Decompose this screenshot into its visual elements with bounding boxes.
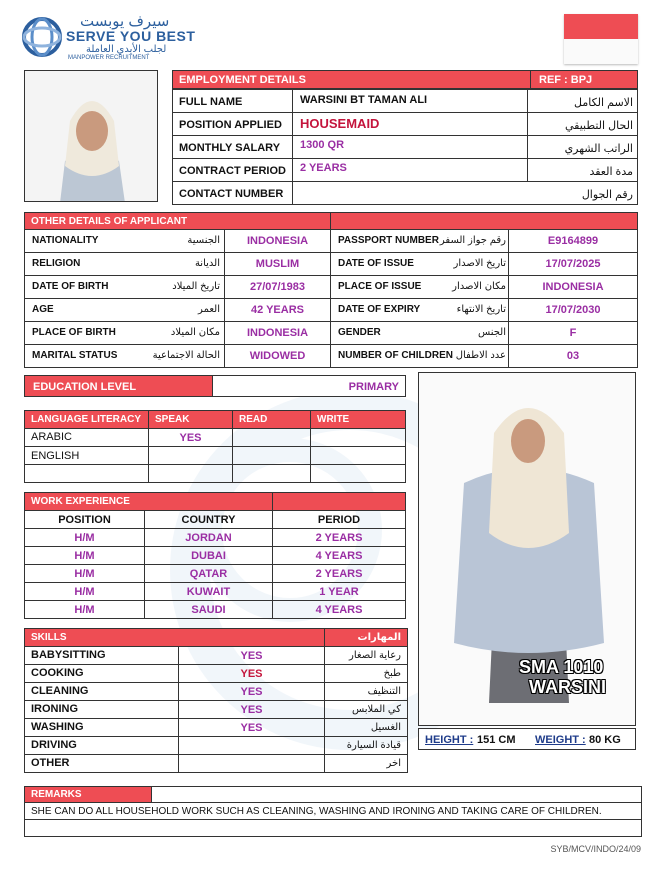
language-speak: [149, 465, 233, 483]
skill-value: YES: [179, 647, 325, 665]
person-portrait-icon: [25, 71, 158, 202]
position-applied-label: POSITION APPLIED: [179, 119, 282, 131]
other-left-label: NATIONALITY: [32, 235, 99, 246]
skill-row: [25, 755, 408, 773]
language-read: [233, 447, 311, 465]
work-position: H/M: [25, 601, 145, 619]
language-header-literacy: LANGUAGE LITERACY: [25, 411, 149, 429]
education-value-cell: [212, 375, 406, 397]
remarks-body: [24, 802, 642, 820]
work-row: [25, 565, 406, 583]
photo-caption-line2: WARSINI: [529, 677, 607, 697]
monthly-salary-label: MONTHLY SALARY: [179, 142, 281, 154]
language-row: [25, 465, 406, 483]
other-left-value: 42 YEARS: [251, 304, 304, 316]
work-header-country: COUNTRY: [145, 511, 273, 529]
education-label: EDUCATION LEVEL: [33, 381, 137, 393]
applicant-photo-full: [418, 372, 636, 726]
skill-row: [25, 719, 408, 737]
skill-value: YES: [179, 719, 325, 737]
remarks-header-right: [151, 786, 642, 803]
height-value: 151 CM: [477, 734, 516, 746]
full-name-label: FULL NAME: [179, 96, 243, 108]
height-weight-box: [418, 728, 636, 750]
logo-sub-english: MANPOWER RECRUITMENT: [68, 55, 150, 61]
other-left-value: WIDOWED: [249, 350, 306, 362]
skills-table: [24, 628, 408, 773]
logo-knot-icon: [20, 14, 64, 60]
language-table: [24, 410, 406, 483]
skill-name: COOKING: [25, 665, 179, 683]
work-period: 2 YEARS: [273, 529, 406, 547]
employment-details-title: EMPLOYMENT DETAILS: [179, 74, 306, 86]
skill-arabic: كي الملابس: [325, 701, 408, 719]
work-row: [25, 583, 406, 601]
full-name-value: WARSINI BT TAMAN ALI: [300, 94, 428, 106]
other-details-header-right: [330, 212, 638, 230]
logo-sub-arabic: لجلب الأيدي العاملة: [86, 44, 167, 55]
skill-value: [179, 755, 325, 773]
other-left-value: 27/07/1983: [249, 281, 306, 293]
skill-value: [179, 737, 325, 755]
other-right-value: E9164899: [547, 235, 599, 247]
other-left-value: INDONESIA: [246, 327, 309, 339]
monthly-salary-arabic: الراتب الشهري: [564, 143, 633, 155]
other-left-label: AGE: [32, 304, 54, 315]
skill-name: WASHING: [25, 719, 179, 737]
other-right-value: 17/07/2025: [545, 258, 601, 270]
skill-arabic: طبخ: [325, 665, 408, 683]
skill-row: [25, 737, 408, 755]
work-period: 4 YEARS: [273, 601, 406, 619]
other-left-arabic: الجنسية: [187, 235, 220, 246]
other-right-label: PLACE OF ISSUE: [338, 281, 422, 292]
work-experience-title: WORK EXPERIENCE: [25, 493, 273, 511]
other-right-label: DATE OF EXPIRY: [338, 304, 421, 315]
contract-period-value: 2 YEARS: [300, 162, 347, 174]
work-header-period: PERIOD: [273, 511, 406, 529]
skill-row: [25, 647, 408, 665]
ref-divider: [530, 70, 531, 89]
work-position: H/M: [25, 547, 145, 565]
skill-value: YES: [179, 701, 325, 719]
language-name: ENGLISH: [25, 447, 149, 465]
employment-details-header: [172, 70, 638, 89]
position-applied-value: HOUSEMAID: [300, 116, 380, 131]
skills-title: SKILLS: [25, 629, 325, 647]
language-write: [311, 447, 406, 465]
document-code: SYB/MCV/INDO/24/09: [550, 844, 641, 854]
skill-name: BABYSITTING: [25, 647, 179, 665]
language-speak: [149, 447, 233, 465]
other-right-label: DATE OF ISSUE: [338, 258, 414, 269]
other-right-value: F: [569, 327, 577, 339]
other-right-arabic: رقم جواز السفر: [439, 235, 506, 246]
remarks-title: REMARKS: [31, 789, 82, 800]
skill-arabic: الغسيل: [325, 719, 408, 737]
other-left-label: RELIGION: [32, 258, 81, 269]
company-logo: [20, 14, 240, 62]
other-right-value: 17/07/2030: [545, 304, 601, 316]
work-row: [25, 529, 406, 547]
skill-value: YES: [179, 683, 325, 701]
applicant-photo-small: [24, 70, 158, 202]
other-details-header: [24, 212, 331, 230]
language-read: [233, 465, 311, 483]
skill-name: DRIVING: [25, 737, 179, 755]
work-row: [25, 601, 406, 619]
work-position: H/M: [25, 583, 145, 601]
other-right-arabic: تاريخ الاصدار: [453, 258, 506, 269]
work-position: H/M: [25, 565, 145, 583]
work-period: 4 YEARS: [273, 547, 406, 565]
position-applied-arabic: الحال التطبيقي: [564, 120, 633, 132]
skill-arabic: قيادة السيارة: [325, 737, 408, 755]
other-left-arabic: مكان الميلاد: [170, 327, 220, 338]
skill-arabic: رعاية الصغار: [325, 647, 408, 665]
language-header-speak: SPEAK: [149, 411, 233, 429]
monthly-salary-value: 1300 QR: [300, 139, 345, 151]
work-position: H/M: [25, 529, 145, 547]
work-country: SAUDI: [145, 601, 273, 619]
grid-cell: [24, 298, 225, 322]
language-name: [25, 465, 149, 483]
work-experience-table: [24, 492, 406, 619]
language-write: [311, 429, 406, 447]
other-right-label: GENDER: [338, 327, 381, 338]
other-left-value: INDONESIA: [246, 235, 309, 247]
work-row: [25, 547, 406, 565]
other-right-label: PASSPORT NUMBER: [338, 235, 439, 246]
language-speak: YES: [149, 429, 233, 447]
other-right-arabic: عدد الاطفال: [455, 350, 506, 361]
logo-english-text: SERVE YOU BEST: [66, 28, 196, 44]
skill-row: [25, 665, 408, 683]
other-right-arabic: الجنس: [477, 327, 506, 338]
other-right-value: INDONESIA: [542, 281, 604, 293]
work-country: DUBAI: [145, 547, 273, 565]
remarks-header: [24, 786, 152, 803]
work-experience-title-right: [273, 493, 406, 511]
work-period: 2 YEARS: [273, 565, 406, 583]
other-left-arabic: تاريخ الميلاد: [172, 281, 220, 292]
other-left-arabic: العمر: [198, 304, 220, 315]
skill-name: CLEANING: [25, 683, 179, 701]
weight-value: 80 KG: [589, 734, 621, 746]
language-name: ARABIC: [25, 429, 149, 447]
language-row: [25, 447, 406, 465]
work-country: QATAR: [145, 565, 273, 583]
work-country: KUWAIT: [145, 583, 273, 601]
ref-label: REF : BPJ: [539, 74, 593, 86]
skill-arabic: اخر: [325, 755, 408, 773]
skill-arabic: التنظيف: [325, 683, 408, 701]
other-left-label: DATE OF BIRTH: [32, 281, 109, 292]
skill-name: OTHER: [25, 755, 179, 773]
other-right-arabic: تاريخ الانتهاء: [456, 304, 506, 315]
contract-period-label: CONTRACT PERIOD: [179, 165, 286, 177]
contact-number-label: CONTACT NUMBER: [179, 188, 284, 200]
other-right-value: 03: [566, 350, 580, 362]
work-period: 1 YEAR: [273, 583, 406, 601]
language-read: [233, 429, 311, 447]
skills-title-arabic: المهارات: [325, 629, 408, 647]
other-left-value: MUSLIM: [255, 258, 300, 270]
skill-name: IRONING: [25, 701, 179, 719]
contact-number-arabic: رقم الجوال: [581, 189, 633, 201]
skill-row: [25, 701, 408, 719]
other-left-arabic: الحالة الاجتماعية: [152, 350, 220, 361]
other-left-label: MARITAL STATUS: [32, 350, 118, 361]
language-header-read: READ: [233, 411, 311, 429]
skill-row: [25, 683, 408, 701]
other-right-label: NUMBER OF CHILDREN: [338, 350, 453, 361]
language-write: [311, 465, 406, 483]
education-label-cell: [24, 375, 213, 397]
other-left-arabic: الديانة: [194, 258, 220, 269]
skill-value: YES: [179, 665, 325, 683]
weight-label: WEIGHT :: [535, 734, 586, 746]
education-value: PRIMARY: [348, 381, 399, 393]
other-details-title: OTHER DETAILS OF APPLICANT: [31, 216, 188, 227]
remarks-text: SHE CAN DO ALL HOUSEHOLD WORK SUCH AS CLEANING, WASHING AND IRONING AND TAKING CARE OF CHILDREN.: [31, 806, 602, 817]
photo-caption-line1: SMA 1010: [519, 657, 604, 677]
work-country: JORDAN: [145, 529, 273, 547]
work-header-position: POSITION: [25, 511, 145, 529]
other-right-arabic: مكان الاصدار: [452, 281, 506, 292]
remarks-empty-row: [24, 819, 642, 837]
logo-arabic-text: سيرف يوبست: [80, 13, 170, 30]
language-row: [25, 429, 406, 447]
other-left-label: PLACE OF BIRTH: [32, 327, 116, 338]
full-name-arabic: الاسم الكامل: [574, 97, 633, 109]
contract-period-arabic: مدة العقد: [589, 166, 633, 178]
indonesia-flag: [564, 14, 638, 64]
language-header-write: WRITE: [311, 411, 406, 429]
height-label: HEIGHT :: [425, 734, 474, 746]
